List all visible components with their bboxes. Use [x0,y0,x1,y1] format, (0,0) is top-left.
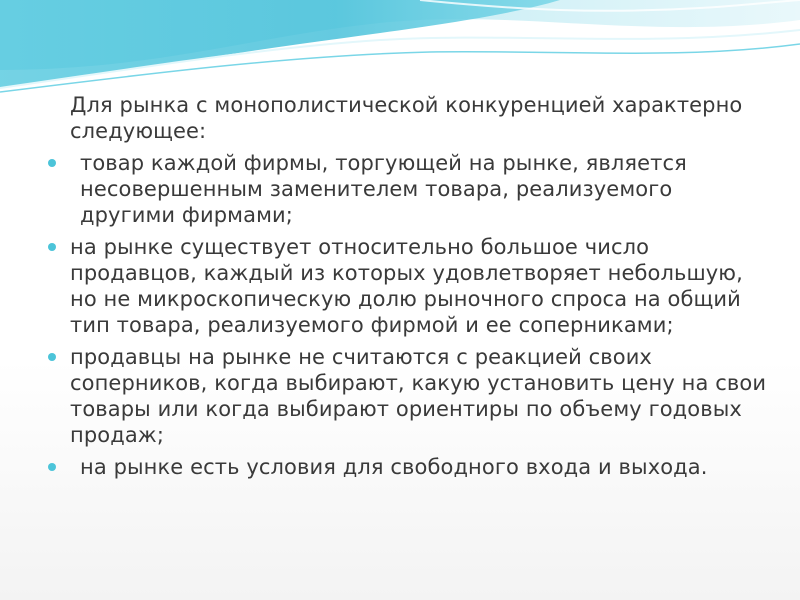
bullet-text: на рынке существует относительно большое число продавцов, каждый из которых удовлетворяет небольшую, но не микроскопическую долю рыночного спроса на общий тип товара, реализуемого фирмой и ее соперниками; [70,235,743,337]
intro-text: Для рынка с монополистической конкуренцией характерно следующее: [70,93,743,143]
bullet-item-3 [48,344,768,448]
bullet-text: товар каждой фирмы, торгующей на рынке, является несовершенным заменителем товара, реализуемого другими фирмами; [80,151,687,227]
bullet-item-2 [48,234,768,338]
content-body [48,92,768,480]
bullet-text: на рынке есть условия для свободного входа и выхода. [80,455,708,479]
bullet-dot-icon [48,353,56,361]
bullet-item-4 [48,454,768,480]
bullet-item-1 [48,150,768,228]
bullet-dot-icon [48,243,56,251]
bullet-text: продавцы на рынке не считаются с реакцией своих соперников, когда выбирают, какую установить цену на свои товары или когда выбирают ориентиры по объему годовых продаж; [70,345,767,447]
bullet-dot-icon [48,463,56,471]
bullet-dot-icon [48,159,56,167]
